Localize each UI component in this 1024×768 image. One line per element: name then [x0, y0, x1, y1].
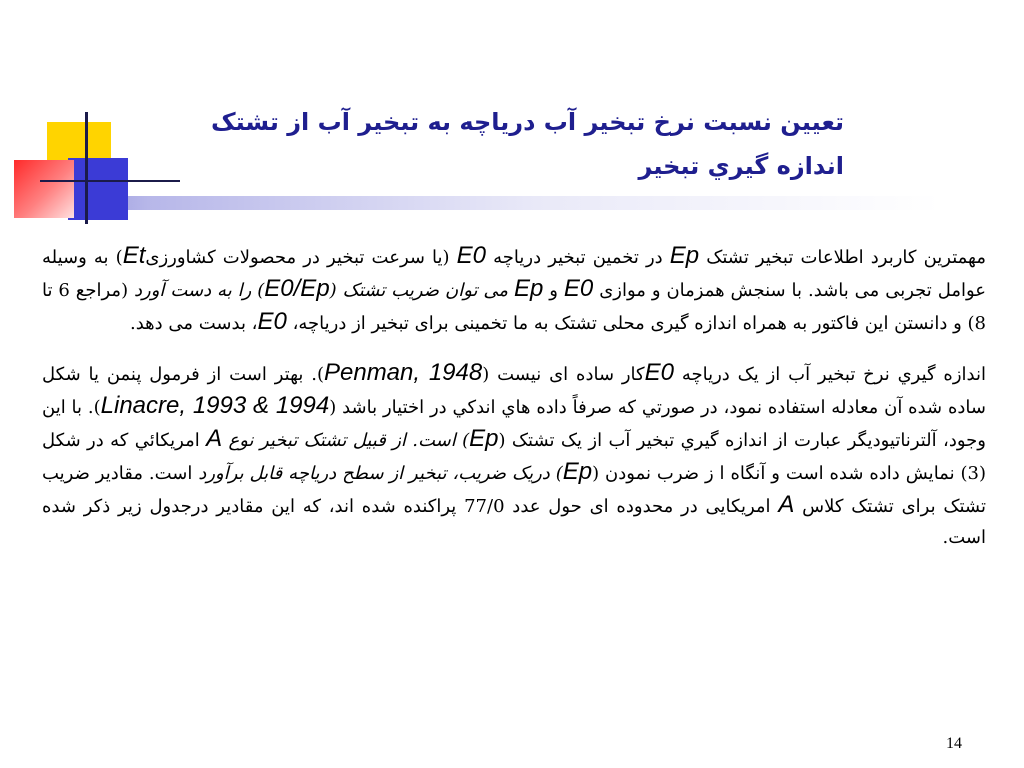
p2-linacre-reference: Linacre, 1993 & 1994: [100, 392, 330, 419]
p1-text-3: (یا سرعت تبخیر در محصولات کشاورزی: [145, 247, 457, 268]
p1-e0-symbol-2: E0: [563, 275, 594, 302]
p2-text-4: ). با این وجود، آلترناتیودیگر عبارت از اندازه گيري تبخير آب از یک تشتک (: [42, 397, 986, 451]
slide-title-line1: تعیین نسبت نرخ تبخیر آب دریاچه به تبخیر آب از تشتک: [211, 108, 844, 136]
p1-ratio-symbol: E0/Ep: [264, 275, 330, 302]
paragraph-2: [42, 357, 986, 553]
p2-e0-symbol: E0: [644, 359, 674, 386]
title-underline-gradient: [40, 196, 940, 210]
p2-ep-symbol-2: Ep: [562, 458, 593, 485]
p2-ep-symbol-1: Ep: [469, 425, 499, 452]
p1-text-6: می توان ضریب تشتک (: [329, 280, 514, 301]
slide-body: [42, 240, 986, 553]
p1-text-2: در تخمین تبخیر دریاچه: [486, 247, 670, 268]
p2-text-3: ). بهتر است از فرمول پنمن یا شكل ساده شده آن معادله استفاده نمود، در صورتي كه صرفاً داده هاي اندكي در اختيار باشد (: [42, 364, 987, 418]
p2-a-symbol-1: A: [206, 425, 223, 452]
p1-et-symbol: Et: [122, 242, 146, 269]
paragraph-1: [42, 240, 986, 339]
p1-text-9: ، بدست می دهد.: [129, 313, 258, 334]
page-number: 14: [946, 735, 962, 752]
p1-text-1: مهمترین کاربرد اطلاعات تبخیر تشتک: [699, 247, 986, 268]
p1-text-5: و: [543, 280, 564, 301]
p1-text-7: ) را به دست آورد: [134, 280, 265, 301]
slide-title: [124, 100, 844, 188]
p1-text-8: (مراجع 6 تا 8) و دانستن این فاکتور به همراه اندازه گیری محلی تشتک به ما تخمینی برای تبخیر از دریاچه،: [42, 280, 986, 334]
p1-e0-symbol-3: E0: [257, 308, 287, 335]
p1-ep-symbol-2: Ep: [514, 275, 544, 302]
p2-text-1: اندازه گيري نرخ تبخیر آب از یک دریاچه: [673, 364, 987, 385]
p2-a-symbol-2: A: [778, 491, 795, 518]
p2-text-8: است. مقادیر ضریب تشتک برای تشتک کلاس: [42, 463, 986, 517]
blue-square-decoration: [68, 158, 128, 220]
vertical-rule-decoration: [85, 112, 88, 224]
p2-penman-reference: Penman, 1948: [323, 359, 483, 386]
p2-text-7: ) دریک ضریب، تبخیر از سطح دریاچه قابل برآورد: [198, 463, 563, 484]
p2-text-6: امريكائي كه در شكل (3) نمايش داده شده است و آنگاه ا ز ضرب نمودن (: [42, 430, 987, 484]
p1-text-4: ) به وسیله عوامل تجربی می باشد. با سنجش همزمان و موازی: [42, 247, 987, 301]
p1-ep-symbol-1: Ep: [669, 242, 700, 269]
red-square-decoration: [14, 160, 74, 218]
p2-text-5: ) است. از قبیل تشتک تبخیر نوع: [222, 430, 470, 451]
p2-text-2: کار ساده ای نیست (: [482, 364, 645, 385]
slide-title-line2: اندازه گيري تبخير: [638, 152, 844, 180]
p1-e0-symbol-1: E0: [456, 242, 487, 269]
p2-text-9: امریکایی در محدوده ای حول عدد 77/0 پراکنده شده اند، که این مقادیر درجدول زیر ذکر شده است.: [42, 496, 986, 548]
